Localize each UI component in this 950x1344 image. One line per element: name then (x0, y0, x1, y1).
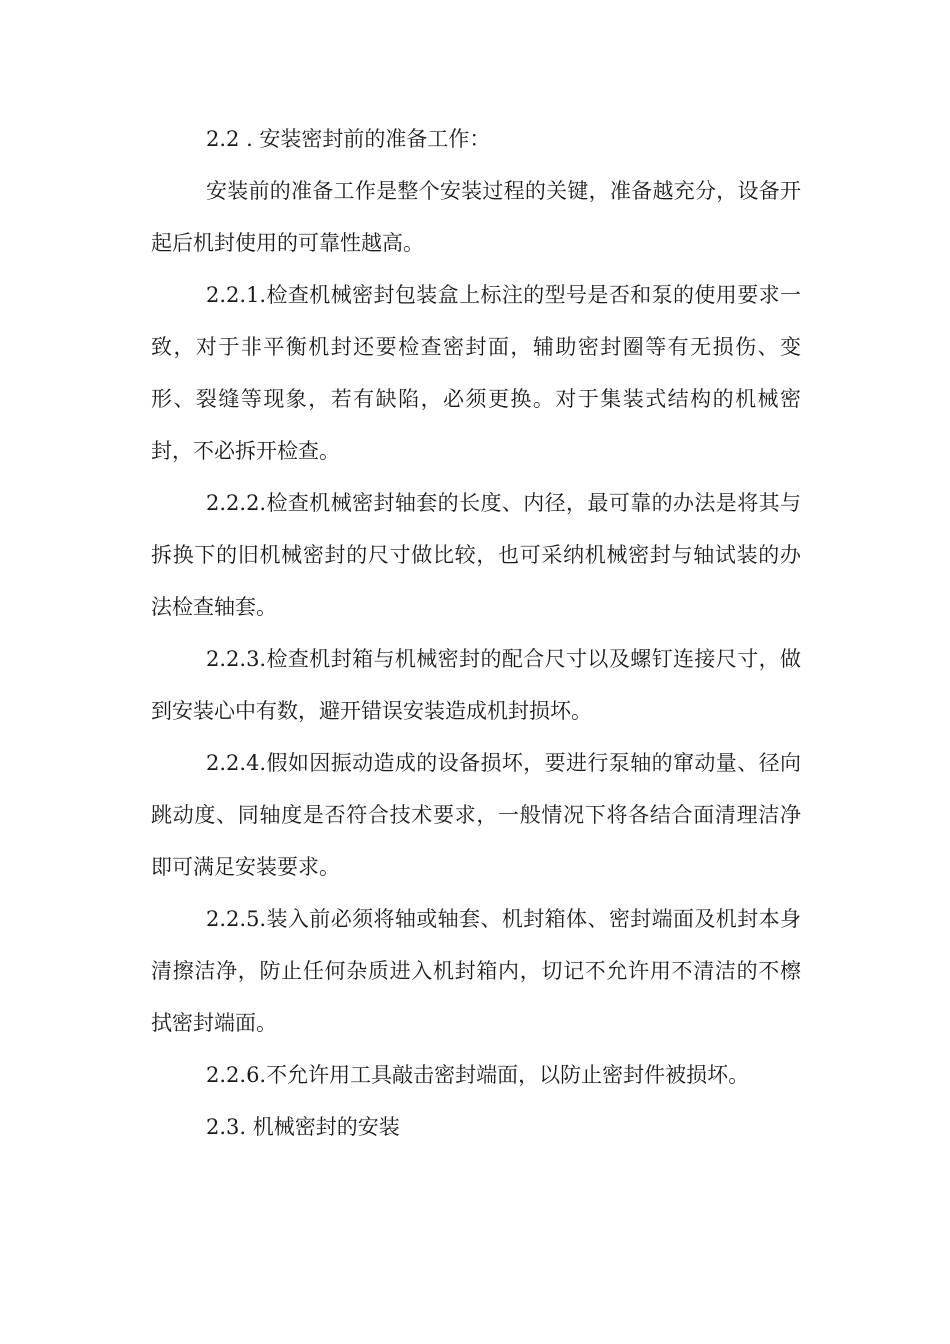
intro-paragraph: 安装前的准备工作是整个安装过程的关键，准备越充分，设备开起后机封使用的可靠性越高。 (151, 179, 801, 255)
paragraph-2-2-4: 2.2.4.假如因振动造成的设备损坏，要进行泵轴的窜动量、径向跳动度、同轴度是否符合技术要求，一般情况下将各结合面清理洁净即可满足安装要求。 (151, 751, 801, 879)
paragraph-2-2-3: 2.2.3.检查机封箱与机械密封的配合尺寸以及螺钉连接尺寸，做到安装心中有数，避开错误安装造成机封损坏。 (151, 647, 801, 723)
document-body (151, 113, 801, 1153)
section-heading-2-2: 2.2 . 安装密封前的准备工作： (206, 127, 491, 151)
paragraph-2-2-2: 2.2.2.检查机械密封轴套的长度、内径，最可靠的办法是将其与拆换下的旧机械密封的尺寸做比较，也可采纳机械密封与轴试装的办法检查轴套。 (151, 491, 801, 619)
paragraph-2-2-5: 2.2.5.装入前必须将轴或轴套、机封箱体、密封端面及机封本身清擦洁净，防止任何杂质进入机封箱内，切记不允许用不清洁的不檫拭密封端面。 (151, 907, 801, 1035)
paragraph-2-2-1: 2.2.1.检查机械密封包装盒上标注的型号是否和泵的使用要求一致，对于非平衡机封还要检查密封面，辅助密封圈等有无损伤、变形、裂缝等现象，若有缺陷，必须更换。对于集装式结构的机械密封，不必拆开检查。 (151, 283, 801, 463)
paragraph-2-2-6: 2.2.6.不允许用工具敲击密封端面，以防止密封件被损坏。 (206, 1063, 750, 1087)
section-heading-2-3: 2.3. 机械密封的安装 (206, 1115, 400, 1139)
